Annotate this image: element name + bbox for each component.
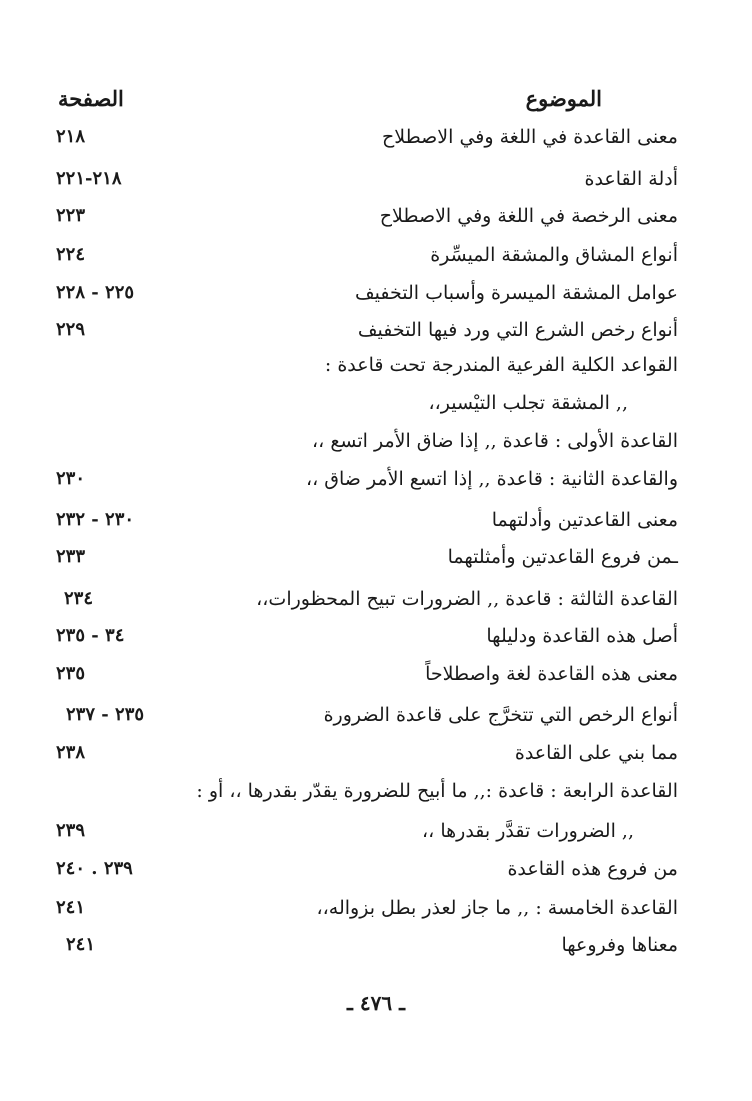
toc-topic: القاعدة الخامسة : ,, ما جاز لعذر بطل بزواله،، xyxy=(316,897,678,919)
toc-page-ref: ٢٣٠ - ٢٣٢ xyxy=(56,509,135,530)
toc-topic: معنى القاعدة في اللغة وفي الاصطلاح xyxy=(381,126,678,148)
toc-page-ref: ٢٣٠ xyxy=(56,468,86,489)
toc-topic: ,, الضرورات تقدَّر بقدرها ،، xyxy=(422,820,634,842)
toc-row xyxy=(0,348,752,382)
toc-page-ref: ٢١٨-٢٢١ xyxy=(56,168,122,189)
toc-topic: أنواع المشاق والمشقة الميسِّرة xyxy=(430,244,678,266)
page-number: ـ ٤٧٦ ـ xyxy=(347,991,405,1015)
toc-row xyxy=(0,424,752,458)
toc-row xyxy=(0,540,752,574)
toc-row xyxy=(0,120,752,154)
toc-page-ref: ٢٣٤ xyxy=(64,588,94,609)
toc-topic: معناها وفروعها xyxy=(561,934,678,956)
toc-topic: القاعدة الرابعة : قاعدة :,, ما أبيح للضرورة يقدّر بقدرها ،، أو : xyxy=(196,780,678,802)
toc-row xyxy=(0,313,752,347)
toc-page-ref: ٢٢٥ - ٢٢٨ xyxy=(56,282,135,303)
toc-page-ref: ٢٤١ xyxy=(66,934,96,955)
toc-row xyxy=(0,238,752,272)
toc-row xyxy=(0,503,752,537)
toc-page-ref: ٢٣٩ xyxy=(56,820,86,841)
toc-page-ref: ٢٢٣ xyxy=(56,205,86,226)
toc-page-ref: ٢٣٣ xyxy=(56,546,86,567)
toc-row xyxy=(0,582,752,616)
toc-topic: معنى الرخصة في اللغة وفي الاصطلاح xyxy=(379,205,678,227)
toc-row xyxy=(0,619,752,653)
toc-topic: عوامل المشقة الميسرة وأسباب التخفيف xyxy=(355,282,678,304)
toc-row xyxy=(0,698,752,732)
toc-page-ref: ٢٣٥ - ٢٣٧ xyxy=(66,704,145,725)
toc-row xyxy=(0,462,752,496)
toc-topic: أصل هذه القاعدة ودليلها xyxy=(486,625,678,647)
toc-page-ref: ٢١٨ xyxy=(56,126,86,147)
toc-topic: ,, المشقة تجلب التيْسير،، xyxy=(428,392,628,414)
page-column-header: الصفحة xyxy=(58,86,124,111)
toc-page-ref: ٣٤ - ٢٣٥ xyxy=(56,625,125,646)
toc-topic: أنواع الرخص التي تتخرَّج على قاعدة الضرورة xyxy=(323,704,678,726)
toc-page-ref: ٢٣٩ . ٢٤٠ xyxy=(56,858,133,879)
toc-row xyxy=(0,276,752,310)
toc-page-ref: ٢٤١ xyxy=(56,897,86,918)
toc-page-ref: ٢٣٥ xyxy=(56,663,86,684)
toc-topic: من فروع هذه القاعدة xyxy=(507,858,678,880)
toc-topic: والقاعدة الثانية : قاعدة ,, إذا اتسع الأمر ضاق ،، xyxy=(305,468,678,490)
toc-row xyxy=(0,162,752,196)
toc-row xyxy=(0,657,752,691)
toc-page-ref: ٢٢٤ xyxy=(56,244,86,265)
toc-row xyxy=(0,891,752,925)
toc-row xyxy=(0,386,752,420)
toc-row xyxy=(0,852,752,886)
toc-topic: معنى القاعدتين وأدلتهما xyxy=(491,509,678,531)
toc-row xyxy=(0,199,752,233)
topic-column-header: الموضوع xyxy=(525,86,602,111)
toc-topic: ـمن فروع القاعدتين وأمثلتهما xyxy=(447,546,678,568)
toc-row xyxy=(0,928,752,962)
toc-topic: القاعدة الأولى : قاعدة ,, إذا ضاق الأمر اتسع ،، xyxy=(312,430,678,452)
toc-topic: القواعد الكلية الفرعية المندرجة تحت قاعدة : xyxy=(324,354,678,376)
toc-topic: معنى هذه القاعدة لغة واصطلاحاً xyxy=(425,663,678,685)
toc-page-ref: ٢٣٨ xyxy=(56,742,86,763)
toc-row xyxy=(0,736,752,770)
toc-topic: القاعدة الثالثة : قاعدة ,, الضرورات تبيح المحظورات،، xyxy=(256,588,678,610)
toc-row xyxy=(0,774,752,808)
toc-topic: أدلة القاعدة xyxy=(584,168,678,190)
toc-page-ref: ٢٢٩ xyxy=(56,319,86,340)
toc-row xyxy=(0,814,752,848)
toc-topic: مما بني على القاعدة xyxy=(514,742,678,764)
toc-topic: أنواع رخص الشرع التي ورد فيها التخفيف xyxy=(357,319,678,341)
